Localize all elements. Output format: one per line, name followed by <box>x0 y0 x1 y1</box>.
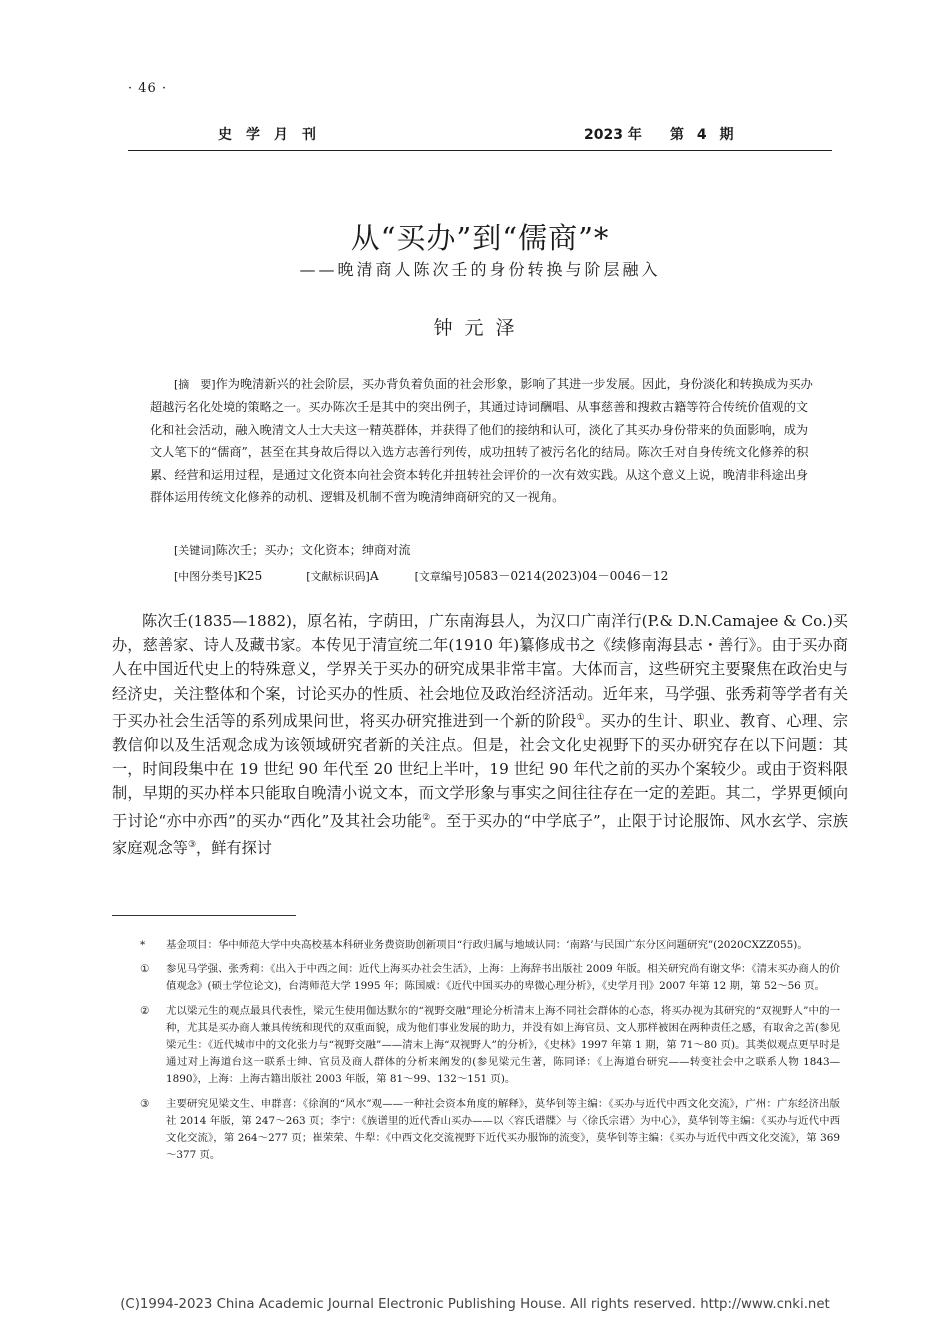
footnote-ref[interactable]: ② <box>422 812 431 823</box>
body-text-segment: 陈次壬(1835—1882)，原名祐，字荫田，广东南海县人，为汉口广南洋行(P.& D.N.Camajee & Co.)买办，慈善家、诗人及藏书家。本传见于清宣统二年(1910 年)纂修成书之《续修南海县志・善行》。由于买办商人在中国近代史上的特殊意义，学界关于买办的研究成果非常丰富。大体而言，这些研究主要聚焦在政治史与经济史，关注整体和个案，讨论买办的性质、社会地位及政治经济活动。近年来，马学强、张秀莉等学者有关于买办社会生活等的系列成果问世，将买办研究推进到一个新的阶段 <box>112 612 848 730</box>
body-text-segment: 。至于买办的“中学底子”，止限于讨论服饰、风水玄学、宗族家庭观念等 <box>112 811 848 858</box>
article-subtitle: ——晚清商人陈次壬的身份转换与阶层融入 <box>299 260 661 279</box>
footnote-mark: * <box>140 939 146 951</box>
footnote-text: 基金项目：华中师范大学中央高校基本科研业务费资助创新项目“行政归属与地域认同：‘南路’与民国广东分区问题研究”(2020CXZZ055)。 <box>166 939 808 951</box>
abstract-text: 作为晚清新兴的社会阶层，买办背负着负面的社会形象，影响了其进一步发展。因此，身份淡化和转换成为买办超越污名化处境的策略之一。买办陈次壬是其中的突出例子，其通过诗词酬唱、从事慈善和搜救古籍等符合传统价值观的文化和社会活动，融入晚清文人士大夫这一精英群体，并获得了他们的接纳和认可，淡化了其买办身份带来的负面影响，成为文人笔下的“儒商”，甚至在其身故后得以入选方志善行列传，成功扭转了被污名化的结局。陈次壬对自身传统文化修养的积累、经营和运用过程，是通过文化资本向社会资本转化并扭转社会评价的一次有效实践。从这个意义上说，晚清非科途出身群体运用传统文化修养的动机、逻辑及机制不啻为晚清绅商研究的又一视角。 <box>150 377 813 505</box>
issue-number: 第 4 期 <box>670 127 738 143</box>
article-id-value: 0583－0214(2023)04－0046－12 <box>467 569 669 583</box>
footnotes <box>140 937 840 1171</box>
footnote-ref[interactable]: ① <box>576 712 586 723</box>
body-text-segment: 。买办的生计、职业、教育、心理、宗教信仰以及生活观念成为该领域研究者新的关注点。但是，社会文化史视野下的买办研究存在以下问题：其一，时间段集中在 19 世纪 90 年代至 20 世纪上半叶，19 世纪 90 年代之前的买办个案较少。或由于资料限制，早期的买办样本只能取自晚清小说文本，而文学形象与事实之间往往存在一定的差距。其二，学界更倾向于讨论“亦中亦西”的买办“西化”及其社会功能 <box>112 711 849 830</box>
body-text-segment: ，鲜有探讨 <box>196 839 272 858</box>
footnote <box>140 961 840 995</box>
doc-code-value: A <box>369 569 379 583</box>
footnote-mark: ① <box>140 963 150 976</box>
article-id-label: [文章编号] <box>414 570 468 583</box>
issue-year: 2023 年 <box>584 127 642 143</box>
keywords-label: [关键词] <box>174 544 216 557</box>
footnote-rule <box>112 915 296 916</box>
keywords <box>174 541 411 558</box>
header-rule <box>128 150 832 151</box>
body-text <box>112 609 848 860</box>
footnote <box>140 1096 840 1165</box>
copyright-line: (C)1994-2023 China Academic Journal Electronic Publishing House. All rights reserved. http://www.cnki.net <box>120 1297 830 1312</box>
footnote-text: 主要研究见梁文生、申群喜：《徐润的“风水”观——一种社会资本角度的解释》，莫华钊等主编：《买办与近代中西文化交流》，广州：广东经济出版社 2014 年版，第 247～263 页；李宁：《族谱里的近代香山买办——以〈容氏谱牒〉与〈徐氏宗谱〉为中心》，莫华钊等主编：《买办与近代中西文化交流》，第 264～277 页；崔荣荣、牛犁：《中西文化交流视野下近代买办服饰的流变》，莫华钊等主编：《买办与近代中西文化交流》，第 369～377 页。 <box>166 1097 840 1162</box>
footnote-mark: ② <box>140 1004 150 1017</box>
abstract-label: [摘 要] <box>174 378 216 391</box>
footnote-text: 尤以梁元生的观点最具代表性，梁元生使用伽达默尔的“视野交融”理论分析清末上海不同社会群体的心态，将买办视为其研究的“双视野人”中的一种，尤其是买办商人兼具传统和现代的双重面貌，成为他们事业发展的助力，并没有如上海官员、文人那样被困在两种责任之感，有取舍之苦(参见梁元生：《近代城市中的文化张力与“视野交融”——清末上海“双视野人”的分析》，《史林》1997 年第 1 期，第 71～80 页)。其类似观点更早时是通过对上海道台这一联系士绅、官员及商人群体的分析来阐发的(参见梁元生著，陈同译：《上海道台研究——转变社会中之联系人物 1843—1890》，上海：上海古籍出版社 2003 年版，第 81～99、132～151 页)。 <box>166 1004 840 1086</box>
abstract <box>150 373 816 508</box>
clc-value: K25 <box>237 569 263 583</box>
classification-line <box>174 567 668 584</box>
page-number: · 46 · <box>128 81 168 96</box>
footnote-mark: ③ <box>140 1097 150 1110</box>
footnote <box>140 937 840 954</box>
footnote <box>140 1003 840 1089</box>
keywords-text: 陈次壬；买办；文化资本；绅商对流 <box>215 543 411 557</box>
footnote-text: 参见马学强、张秀莉：《出入于中西之间：近代上海买办社会生活》，上海：上海辞书出版社 2009 年版。相关研究尚有谢文华：《清末买办商人的价值观念》(硕士学位论文)，台湾师范大学 1995 年；陈国威：《近代中国买办的卑微心理分析》，《史学月刊》2007 年第 12 期，第 52～56 页。 <box>166 963 840 993</box>
article-author: 钟元泽 <box>433 317 527 339</box>
body-paragraph <box>112 609 848 860</box>
clc-label: [中图分类号] <box>174 570 238 583</box>
footnote-ref[interactable]: ③ <box>187 839 197 850</box>
doc-code-label: [文献标识码] <box>306 570 370 583</box>
journal-name: 史学月刊 <box>218 127 330 143</box>
article-title: 从“买办”到“儒商”* <box>350 221 610 255</box>
